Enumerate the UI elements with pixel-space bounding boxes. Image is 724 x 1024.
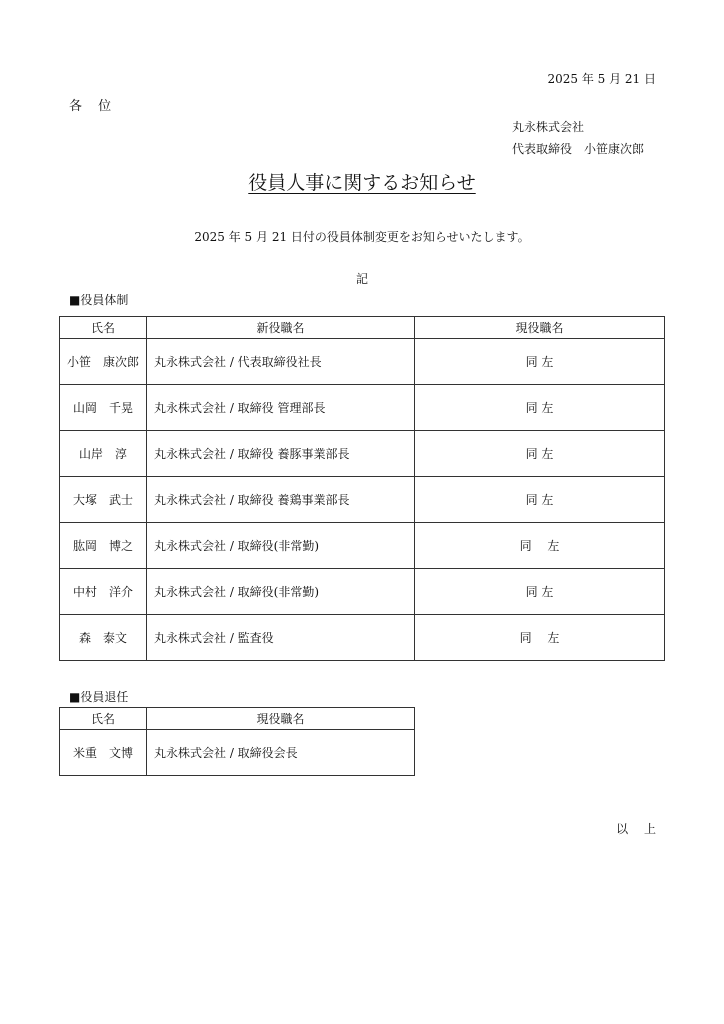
addressee: 各 位	[69, 99, 118, 114]
column-header-current-position: 現役職名	[147, 708, 415, 730]
closing-mark: 以 上	[616, 822, 662, 836]
table-header-row	[60, 317, 665, 339]
new-position: 丸永株式会社 / 取締役 養豚事業部長	[147, 431, 415, 477]
table-row	[60, 523, 665, 569]
officer-name: 大塚 武士	[60, 477, 147, 523]
officer-name: 小笹 康次郎	[60, 339, 147, 385]
officer-name: 肱岡 博之	[60, 523, 147, 569]
section-heading-board: ■役員体制	[69, 293, 129, 307]
document-date: 2025 年 5 月 21 日	[547, 72, 656, 86]
table-row	[60, 431, 665, 477]
new-position: 丸永株式会社 / 取締役 養鶏事業部長	[147, 477, 415, 523]
table-row	[60, 615, 665, 661]
officer-name: 中村 洋介	[60, 569, 147, 615]
table-row	[60, 339, 665, 385]
section-heading-retirement: ■役員退任	[69, 690, 129, 704]
intro-text: 2025 年 5 月 21 日付の役員体制変更をお知らせいたします。	[194, 230, 530, 244]
new-position: 丸永株式会社 / 取締役 管理部長	[147, 385, 415, 431]
ki-marker: 記	[355, 272, 368, 286]
new-position: 丸永株式会社 / 取締役(非常勤)	[147, 569, 415, 615]
column-header-name: 氏名	[60, 708, 147, 730]
officer-name: 山岡 千晃	[60, 385, 147, 431]
company-name: 丸永株式会社	[512, 120, 585, 134]
new-position: 丸永株式会社 / 監査役	[147, 615, 415, 661]
table-header-row	[60, 708, 415, 730]
table-row	[60, 569, 665, 615]
current-position: 同 左	[415, 615, 665, 661]
current-position: 丸永株式会社 / 取締役会長	[147, 730, 415, 776]
current-position: 同 左	[415, 523, 665, 569]
representative: 代表取締役 小笹康次郎	[512, 142, 645, 156]
officer-name: 山岸 淳	[60, 431, 147, 477]
new-position: 丸永株式会社 / 取締役(非常勤)	[147, 523, 415, 569]
table-row	[60, 477, 665, 523]
document-title: 役員人事に関するお知らせ	[248, 172, 476, 194]
current-position: 同 左	[415, 569, 665, 615]
board-table	[59, 316, 665, 661]
current-position: 同 左	[415, 477, 665, 523]
table-row	[60, 385, 665, 431]
new-position: 丸永株式会社 / 代表取締役社長	[147, 339, 415, 385]
retirement-table	[59, 707, 415, 776]
table-row	[60, 730, 415, 776]
current-position: 同 左	[415, 385, 665, 431]
officer-name: 米重 文博	[60, 730, 147, 776]
column-header-new-position: 新役職名	[147, 317, 415, 339]
current-position: 同 左	[415, 339, 665, 385]
officer-name: 森 泰文	[60, 615, 147, 661]
column-header-name: 氏名	[60, 317, 147, 339]
column-header-current-position: 現役職名	[415, 317, 665, 339]
current-position: 同 左	[415, 431, 665, 477]
